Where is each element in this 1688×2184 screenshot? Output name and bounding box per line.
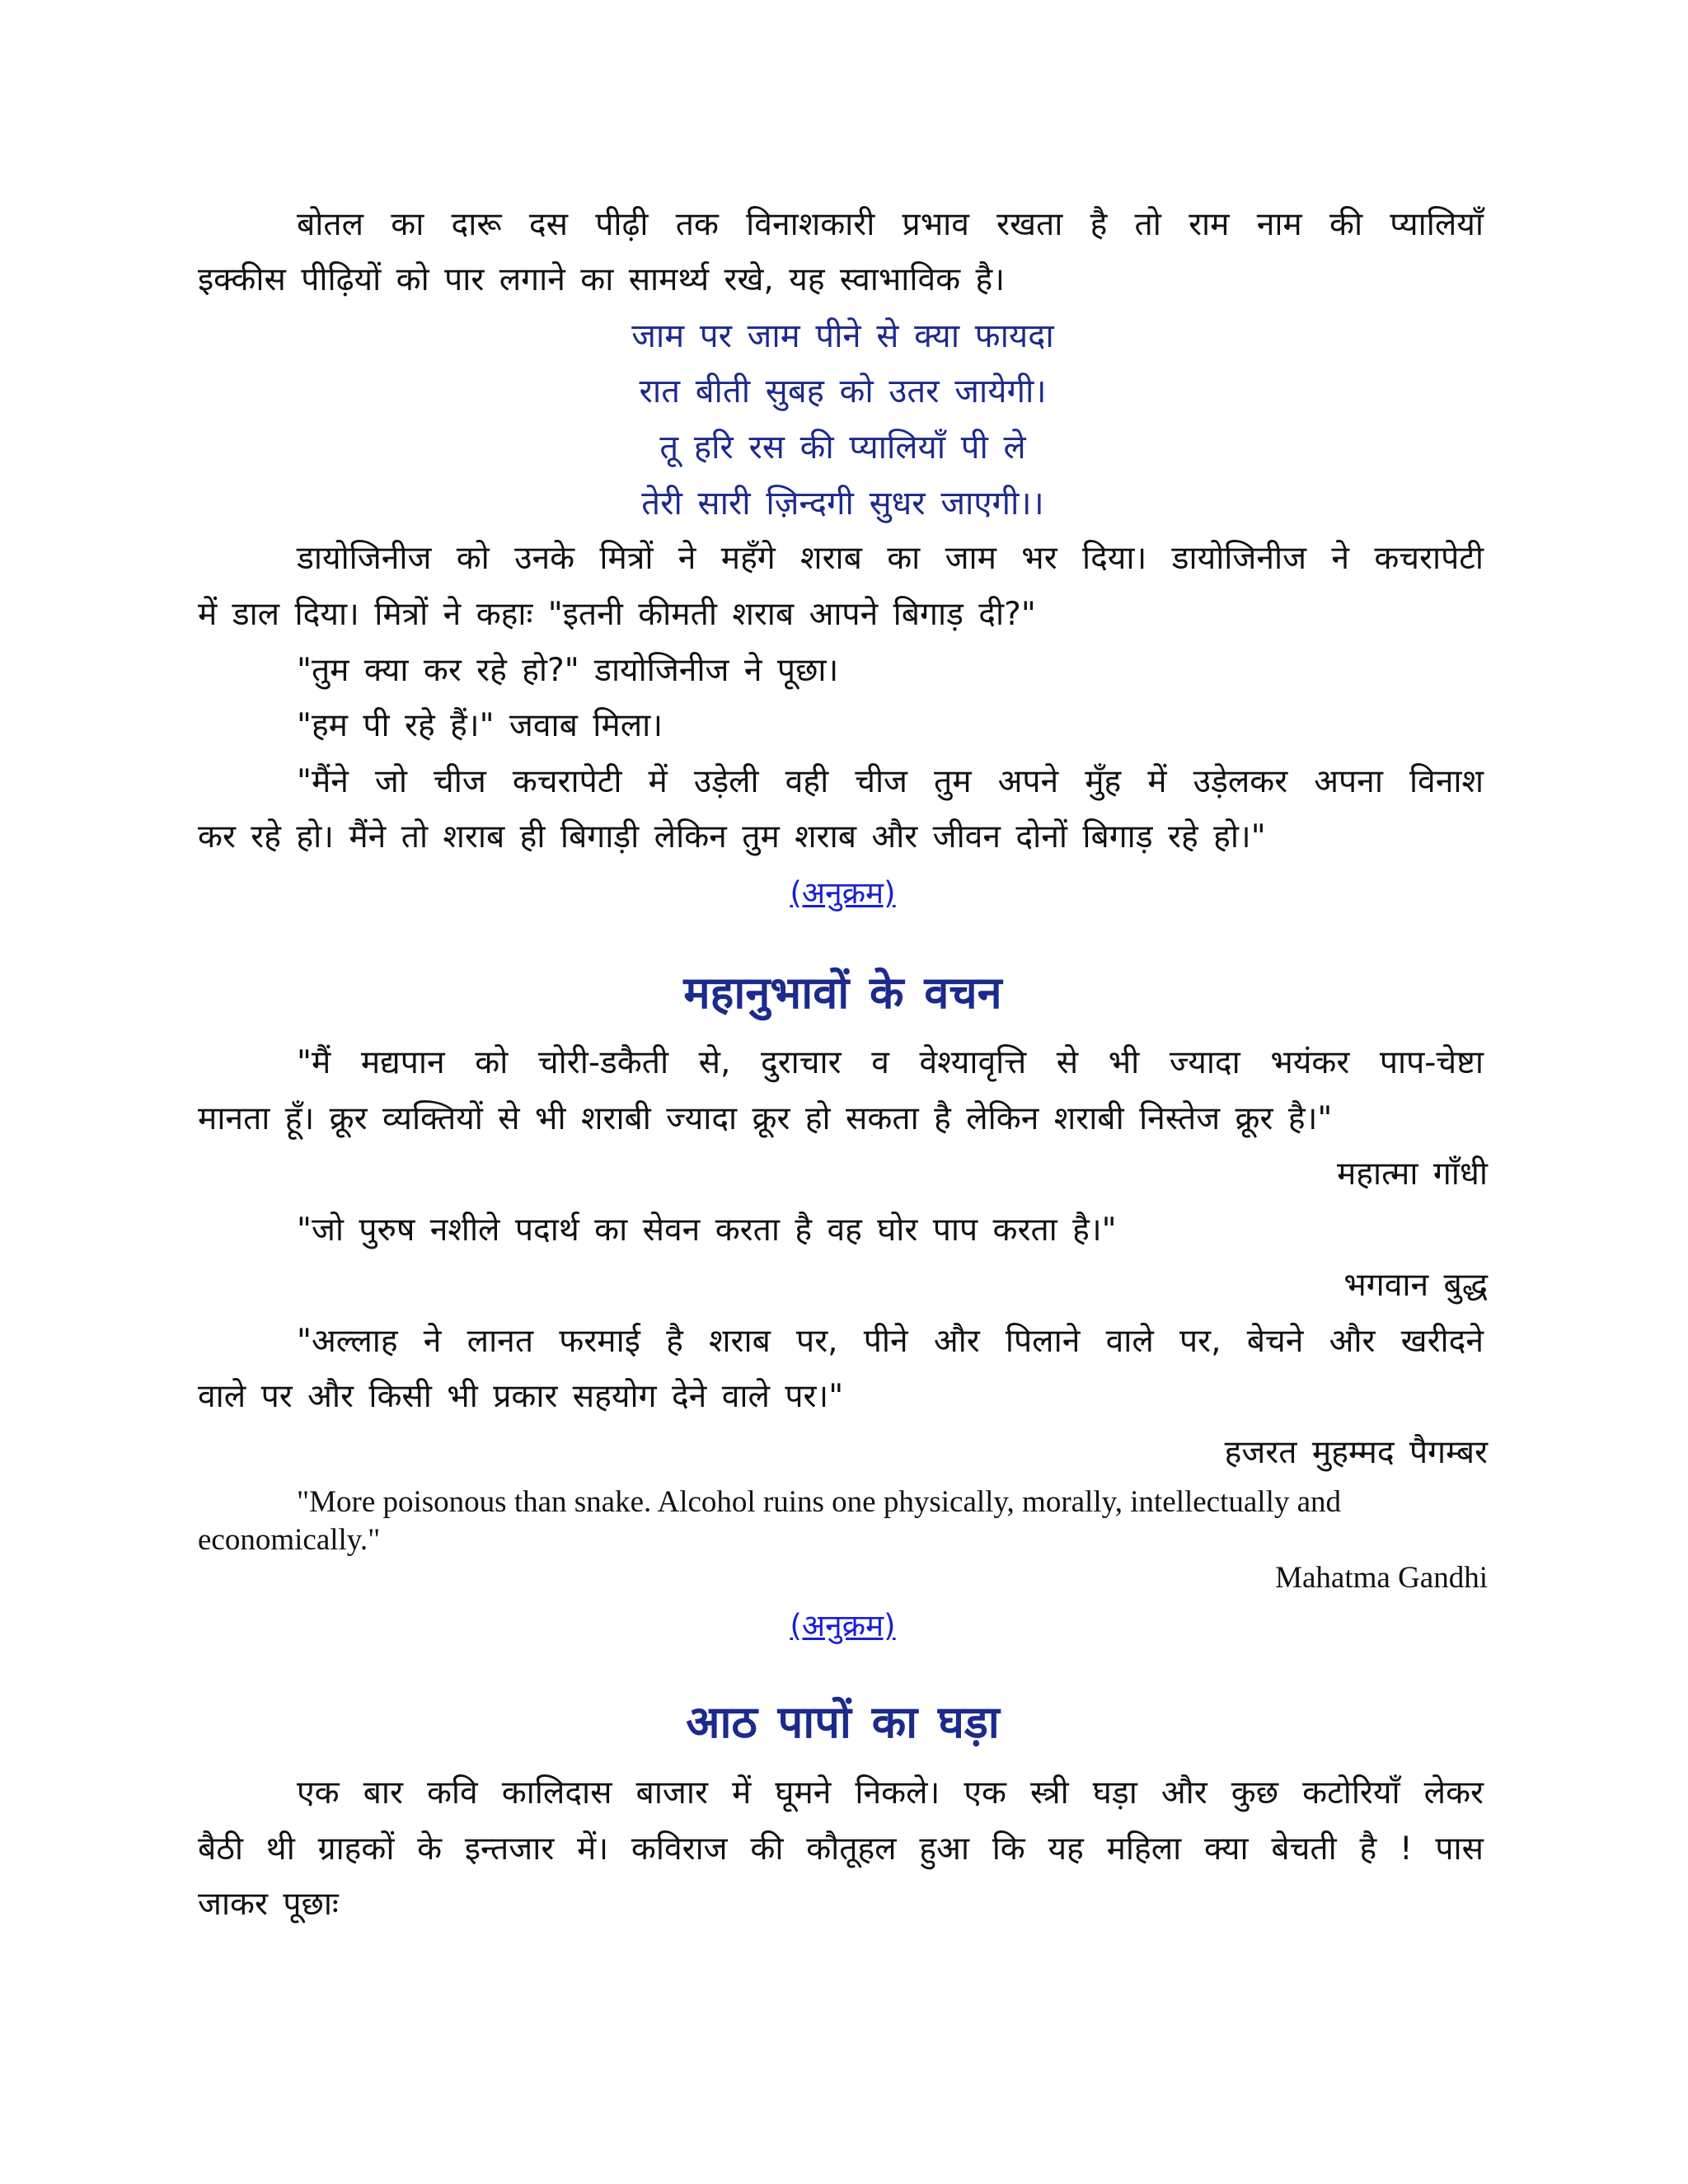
quote1-line1: "मैं मद्यपान को चोरी-डकैती से, दुराचार व वेश्यावृत्ति से भी ज्यादा भयंकर पाप-चेष्टा	[297, 1044, 1484, 1081]
para2-line1: डायोजिनीज को उनके मित्रों ने महँगे शराब का जाम भर दिया। डायोजिनीज ने कचरापेटी	[297, 540, 1484, 577]
para5-line1: "मैंने जो चीज कचरापेटी में उड़ेली वही चीज तुम अपने मुँह में उड़ेलकर अपना विनाश	[297, 763, 1484, 800]
quote1-line2: मानता हूँ। क्रूर व्यक्तियों से भी शराबी ज्यादा क्रूर हो सकता है लेकिन शराबी निस्तेज क्रूर है।"	[198, 1100, 1333, 1137]
para1-line2: इक्कीस पीढ़ियों को पार लगाने का सामर्थ्य रखे, यह स्वाभाविक है।	[198, 261, 1006, 298]
quote3-line1: "अल्लाह ने लानत फरमाई है शराब पर, पीने और पिलाने वाले पर, बेचने और खरीदने	[297, 1323, 1484, 1360]
quote3-author: हजरत मुहम्मद पैगम्बर	[1224, 1434, 1488, 1471]
para1-line1: बोतल का दारू दस पीढ़ी तक विनाशकारी प्रभाव रखता है तो राम नाम की प्यालियाँ	[297, 206, 1484, 243]
section-heading-sayings: महानुभावों के वचन	[683, 967, 1002, 1019]
quote2: "जो पुरुष नशीले पदार्थ का सेवन करता है वह घोर पाप करता है।"	[297, 1212, 1117, 1249]
toc-link-2[interactable]: (अनुक्रम)	[790, 1608, 896, 1643]
verse-line-1: जाम पर जाम पीने से क्या फायदा	[631, 317, 1054, 355]
quote4-line2: economically."	[198, 1523, 381, 1557]
story-line3: जाकर पूछाः	[198, 1886, 339, 1923]
para3: "तुम क्या कर रहे हो?" डायोजिनीज ने पूछा।	[297, 652, 839, 689]
para5-line2: कर रहे हो। मैंने तो शराब ही बिगाड़ी लेकिन तुम शराब और जीवन दोनों बिगाड़ रहे हो।"	[198, 818, 1266, 855]
quote2-author: भगवान बुद्ध	[1343, 1267, 1488, 1304]
quote4-author: Mahatma Gandhi	[1275, 1561, 1488, 1595]
story-line1: एक बार कवि कालिदास बाजार में घूमने निकले। एक स्त्री घड़ा और कुछ कटोरियाँ लेकर	[297, 1774, 1484, 1811]
toc-link-1[interactable]: (अनुक्रम)	[790, 875, 896, 911]
verse-line-3: तू हरि रस की प्यालियाँ पी ले	[659, 429, 1026, 466]
verse-line-2: रात बीती सुबह को उतर जायेगी।	[639, 373, 1047, 410]
toc-link-container	[198, 870, 1488, 916]
section-heading-eight-sins: आठ पापों का घड़ा	[686, 1696, 1000, 1748]
toc-link-container-2	[198, 1603, 1488, 1649]
quote3-line2: वाले पर और किसी भी प्रकार सहयोग देने वाले पर।"	[198, 1378, 844, 1415]
quote4-line1: "More poisonous than snake. Alcohol ruins one physically, morally, intellectually and	[297, 1485, 1342, 1519]
verse-line-4: तेरी सारी ज़िन्दगी सुधर जाएगी।।	[641, 485, 1044, 523]
para4: "हम पी रहे हैं।" जवाब मिला।	[297, 707, 663, 744]
para2-line2: में डाल दिया। मित्रों ने कहाः "इतनी कीमती शराब आपने बिगाड़ दी?"	[198, 596, 1036, 633]
quote1-author: महात्मा गाँधी	[1336, 1155, 1488, 1193]
story-line2: बैठी थी ग्राहकों के इन्तजार में। कविराज की कौतूहल हुआ कि यह महिला क्या बेचती है ! पास	[198, 1830, 1484, 1868]
